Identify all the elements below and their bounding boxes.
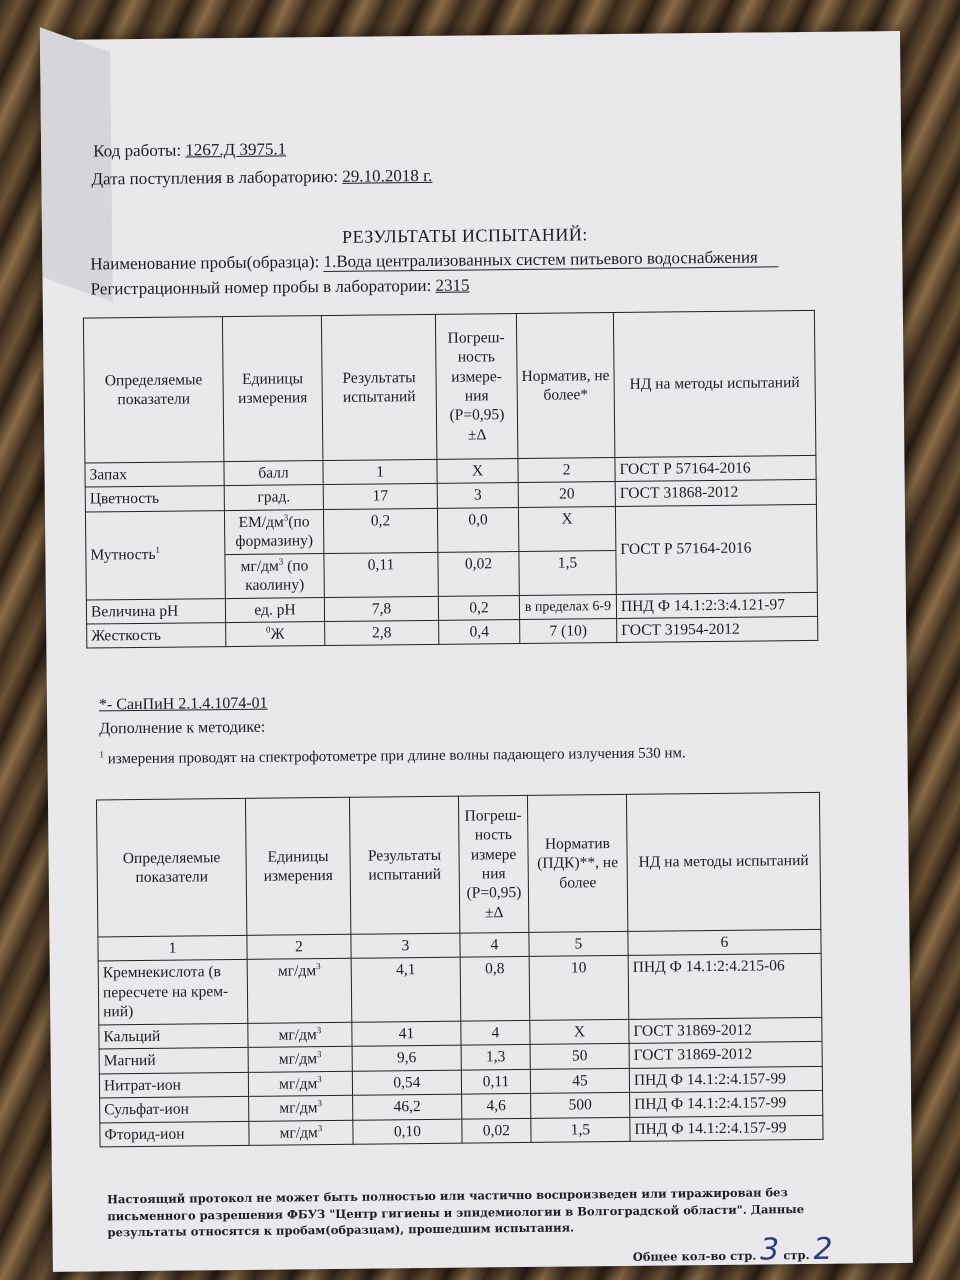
norm-cell: 50 bbox=[530, 1043, 629, 1069]
unit-cell bbox=[225, 553, 324, 598]
result-cell: 0,54 bbox=[352, 1070, 461, 1096]
error-cell: 4 bbox=[461, 1020, 530, 1045]
indicator-name: Жесткость bbox=[87, 623, 226, 649]
error-cell: 0,02 bbox=[462, 1118, 531, 1143]
col-number: 6 bbox=[628, 929, 821, 955]
error-cell: Х bbox=[437, 459, 518, 484]
footnote-mark: 1 bbox=[155, 545, 160, 556]
unit-exponent: 3 bbox=[316, 1049, 322, 1060]
unit-qualifier: (по каолину) bbox=[245, 557, 309, 595]
norm-cell: Х bbox=[530, 1019, 629, 1045]
unit-cell bbox=[224, 509, 323, 554]
unit-exponent: 3 bbox=[278, 556, 284, 567]
unit-exponent: 3 bbox=[315, 961, 321, 972]
unit-text: мг/дм bbox=[278, 1050, 318, 1068]
result-cell: 0,2 bbox=[323, 508, 437, 553]
result-cell: 0,11 bbox=[324, 552, 438, 597]
col-header: Единицы измерения bbox=[245, 797, 350, 935]
norm-cell: 500 bbox=[531, 1092, 630, 1118]
norm-cell: 45 bbox=[530, 1068, 629, 1094]
col-number: 5 bbox=[529, 931, 628, 956]
unit-cell: балл bbox=[224, 461, 323, 486]
registration-value: 2315 bbox=[435, 275, 470, 295]
method-cell: ГОСТ Р 57164-2016 bbox=[615, 455, 816, 481]
unit-cell bbox=[249, 1095, 353, 1121]
error-cell: 0,0 bbox=[437, 507, 518, 552]
error-cell: 1,3 bbox=[461, 1044, 530, 1069]
registration-line bbox=[91, 276, 470, 300]
col-header: Норматив (ПДК)**, не более bbox=[527, 794, 627, 932]
result-cell: 17 bbox=[323, 484, 437, 510]
error-cell: 0,4 bbox=[439, 619, 520, 644]
pages-total: 3 bbox=[760, 1232, 780, 1268]
unit-text: мг/дм bbox=[279, 1123, 318, 1142]
page-label: стр. bbox=[783, 1248, 810, 1263]
col-header: НД на методы испытаний bbox=[613, 310, 816, 457]
col-header: Погреш-ность измере ния (Р=0,95) ±Δ bbox=[458, 795, 528, 933]
received-date-value: 29.10.2018 г. bbox=[342, 165, 433, 186]
unit-degree: 0 bbox=[265, 624, 271, 635]
norm-cell: 1,5 bbox=[519, 550, 616, 595]
indicator-name: Цветность bbox=[85, 486, 224, 512]
method-cell: ГОСТ 31869-2012 bbox=[629, 1017, 822, 1044]
col-header: Погреш-ность измере-ния (Р=0,95) ±Δ bbox=[435, 314, 518, 460]
norm-cell: 2 bbox=[518, 458, 615, 483]
error-cell: 0,2 bbox=[438, 595, 519, 620]
method-cell: ГОСТ 31869-2012 bbox=[629, 1041, 822, 1068]
method-cell: ПНД Ф 14.1:2:4.157-99 bbox=[630, 1090, 823, 1117]
result-cell: 0,10 bbox=[353, 1119, 462, 1145]
page-title: РЕЗУЛЬТАТЫ ИСПЫТАНИЙ: bbox=[341, 224, 588, 247]
col-header: Определяемые показатели bbox=[83, 317, 224, 463]
error-cell: 0,02 bbox=[438, 551, 519, 596]
unit-exponent: 3 bbox=[317, 1122, 323, 1133]
table-row bbox=[85, 504, 816, 556]
sample-name-label: Наименование пробы(образца): bbox=[90, 252, 320, 274]
pages-label: Общее кол-во стр. bbox=[632, 1248, 757, 1264]
col-header: НД на методы испытаний bbox=[626, 792, 820, 931]
turbidity-label: Мутность bbox=[90, 546, 156, 565]
table-row bbox=[98, 954, 822, 1025]
unit-text: мг/дм bbox=[278, 1025, 317, 1044]
unit-text: Ж bbox=[270, 625, 285, 643]
unit-cell: ед. pH bbox=[225, 597, 324, 622]
col-number: 1 bbox=[98, 935, 247, 961]
footnote-mark: 1 bbox=[99, 749, 105, 760]
unit-text: мг/дм bbox=[277, 962, 317, 981]
page-current: 2 bbox=[813, 1231, 833, 1267]
unit-cell bbox=[248, 1022, 352, 1048]
result-cell: 2,8 bbox=[325, 620, 439, 646]
error-cell: 0,8 bbox=[460, 957, 530, 1021]
method-cell: ГОСТ 31954-2012 bbox=[617, 616, 818, 643]
error-cell: 4,6 bbox=[462, 1094, 531, 1119]
col-number: 4 bbox=[460, 932, 529, 957]
unit-text: мг/дм bbox=[240, 557, 279, 575]
indicator-name: Кальций bbox=[99, 1023, 248, 1049]
col-header: Единицы измерения bbox=[222, 316, 323, 462]
method-cell: ПНД Ф 14.1:2:3:4.121-97 bbox=[616, 592, 817, 618]
indicator-name: Фторид-ион bbox=[100, 1121, 249, 1147]
method-cell: ПНД Ф 14.1:2:4.215-06 bbox=[628, 954, 822, 1019]
result-cell: 4,1 bbox=[351, 958, 461, 1022]
result-cell: 1 bbox=[323, 459, 437, 485]
unit-exponent: 3 bbox=[316, 1024, 322, 1035]
document-page bbox=[40, 31, 913, 1272]
received-date-label: Дата поступления в лабораторию: bbox=[91, 166, 339, 189]
sanpin-note: *- СанПиН 2.1.4.1074-01 bbox=[98, 694, 268, 714]
norm-cell: Х bbox=[518, 506, 615, 551]
norm-cell: 7 (10) bbox=[520, 618, 617, 644]
indicator-name: Нитрат-ион bbox=[99, 1072, 248, 1098]
norm-cell: 1,5 bbox=[531, 1117, 630, 1143]
indicator-name-turbidity bbox=[85, 510, 225, 599]
unit-exponent: 3 bbox=[317, 1098, 323, 1109]
unit-cell: град. bbox=[224, 485, 323, 510]
unit-exponent: 3 bbox=[317, 1073, 322, 1084]
method-cell: ГОСТ Р 57164-2016 bbox=[615, 504, 817, 594]
footer-disclaimer: Настоящий протокол не может быть полностью или частично воспроизведен или тиражирован без письменного разрешения ФБУЗ "Центр гигиены и эпидемиологии в Волгоградской области". Данные результаты относятся к пробам(образцам), прошедшим испытания. bbox=[107, 1185, 805, 1240]
unit-exponent: 3 bbox=[283, 512, 289, 523]
work-code-label: Код работы: bbox=[93, 140, 182, 161]
unit-text: мг/дм bbox=[279, 1099, 318, 1117]
indicator-name: Кремнекислота (в пересчете на крем-ний) bbox=[98, 960, 248, 1025]
unit-cell bbox=[248, 1046, 352, 1072]
unit-cell bbox=[226, 621, 325, 647]
col-number: 2 bbox=[247, 934, 351, 959]
page-count bbox=[633, 1232, 833, 1269]
indicator-name: Запах bbox=[85, 462, 224, 488]
sample-name-line bbox=[90, 247, 778, 274]
unit-text: мг/дм bbox=[279, 1074, 318, 1093]
method-cell: ПНД Ф 14.1:2:4.157-99 bbox=[629, 1066, 822, 1093]
result-cell: 46,2 bbox=[353, 1094, 462, 1120]
footnote bbox=[99, 743, 685, 768]
unit-cell bbox=[249, 1120, 353, 1146]
method-cell: ГОСТ 31868-2012 bbox=[615, 480, 816, 506]
results-table-1 bbox=[83, 310, 818, 649]
registration-label: Регистрационный номер пробы в лаборатории: bbox=[90, 275, 432, 299]
error-cell: 0,11 bbox=[461, 1069, 530, 1094]
results-table-2 bbox=[96, 792, 824, 1148]
norm-cell: 20 bbox=[518, 482, 615, 507]
indicator-name: Величина pH bbox=[86, 598, 225, 624]
method-cell: ПНД Ф 14.1:2:4.157-99 bbox=[630, 1115, 823, 1142]
work-code-line bbox=[93, 139, 286, 161]
error-cell: 3 bbox=[437, 483, 518, 508]
work-code-value: 1267.Д 3975.1 bbox=[185, 139, 287, 160]
unit-cell bbox=[248, 1071, 352, 1097]
col-header: Норматив, не более* bbox=[516, 313, 615, 459]
received-date-line bbox=[91, 166, 432, 190]
norm-cell: 10 bbox=[529, 956, 629, 1020]
col-header: Результаты испытаний bbox=[321, 314, 437, 460]
result-cell: 41 bbox=[352, 1021, 461, 1047]
indicator-name: Магний bbox=[99, 1047, 248, 1073]
col-header: Результаты испытаний bbox=[349, 796, 459, 934]
norm-cell: в пределах 6-9 bbox=[519, 594, 616, 619]
supplement-note: Дополнение к методике: bbox=[99, 718, 266, 738]
table-header-row bbox=[83, 310, 815, 463]
col-header: Определяемые показатели bbox=[96, 798, 246, 937]
table-header-row bbox=[96, 792, 820, 937]
unit-text: ЕМ/дм bbox=[238, 513, 284, 531]
result-cell: 9,6 bbox=[352, 1045, 461, 1071]
unit-cell bbox=[247, 959, 352, 1023]
sample-name-value: 1.Вода централизованных систем питьевого водоснабжения bbox=[323, 247, 778, 272]
col-number: 3 bbox=[351, 933, 460, 959]
footnote-text: измерения проводят на спектрофотометре при длине волны падающего излучения 530 нм. bbox=[107, 745, 686, 768]
unit-qualifier: (по формазину) bbox=[235, 513, 314, 551]
result-cell: 7,8 bbox=[324, 596, 438, 622]
indicator-name: Сульфат-ион bbox=[100, 1096, 249, 1122]
